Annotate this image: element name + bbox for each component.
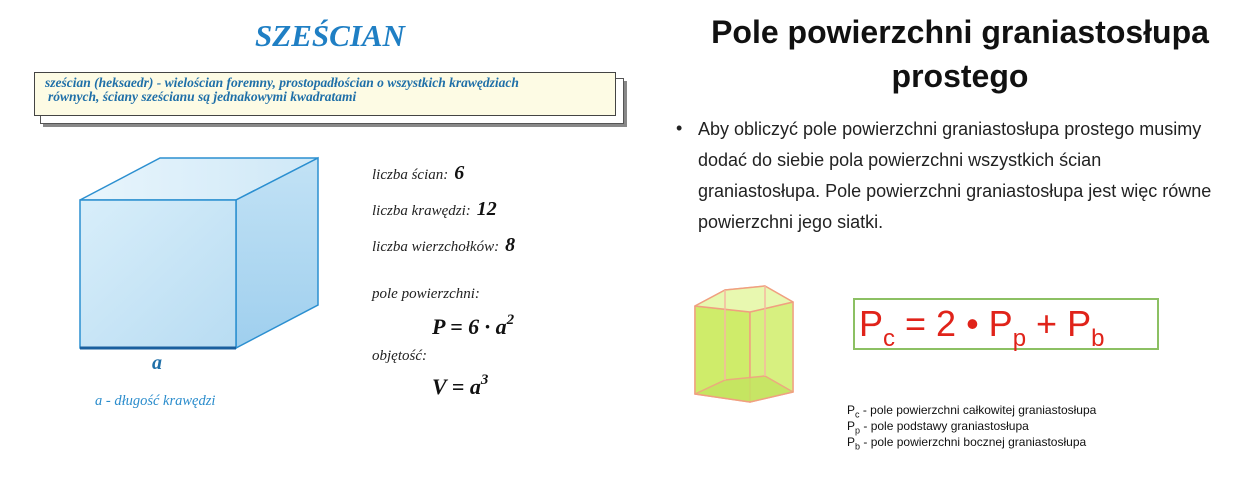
cube-front-face [80,200,236,348]
legend-text: - pole podstawy graniastosłupa [860,419,1029,433]
legend-text: - pole powierzchni całkowitej graniastosłupa [859,403,1097,417]
page-title [680,10,1240,98]
formula-sub-b: b [1091,325,1105,352]
bullet-icon: • [676,118,683,138]
area-exponent: 2 [506,312,515,328]
formula-sub-p: p [1012,325,1027,352]
legend-sub: b [855,441,861,452]
vertices-value: 8 [505,234,516,256]
legend-symbol: P [847,403,856,417]
vertices-label: liczba wierzchołków: [372,239,500,255]
faces-label: liczba ścian: [372,167,449,183]
formula-mid: = 2 • P [895,303,1013,344]
faces-count [372,162,464,185]
cube-illustration [70,150,330,360]
legend-item-lateral [847,434,1086,454]
prism-illustration [685,282,805,432]
definition-line-1: sześcian (heksaedr) - wielościan foremny, prostopadłościan o wszystkich krawędziach [45,75,519,90]
title-line-2: prostego [891,58,1029,94]
area-formula-text: P = 6 · a [432,314,507,339]
volume-label: objętość: [372,348,427,364]
area-formula [432,312,514,340]
formula-sub-c: c [883,325,896,352]
vertices-count [372,234,515,257]
definition-line-2: równych, ściany sześcianu są jednakowymi kwadratami [48,89,357,104]
area-label: pole powierzchni: [372,286,480,302]
legend-text: - pole powierzchni bocznej graniastosłupa [860,435,1087,449]
volume-formula-text: V = a [432,374,481,399]
legend-symbol: P [847,435,856,449]
edge-label: a [152,352,162,374]
edges-value: 12 [476,198,497,220]
edges-label: liczba krawędzi: [372,203,471,219]
legend-sub: c [855,409,860,420]
legend-sub: p [855,425,861,436]
faces-value: 6 [454,162,465,184]
bullet-text: Aby obliczyć pole powierzchni graniastosłupa prostego musimy dodać do siebie pola powierzchni wszystkich ścian graniastosłupa. Pole powierzchni graniastosłupa jest więc równe powierzchni jego siatki. [698,119,1212,232]
surface-area-formula [853,298,1159,350]
formula-plus: + P [1026,303,1092,344]
volume-formula [432,372,488,400]
legend-symbol: P [847,419,856,433]
formula-p-total: P [859,303,884,344]
title-line-1: Pole powierzchni graniastosłupa [711,14,1209,50]
volume-exponent: 3 [480,372,489,388]
edges-count [372,198,497,221]
edge-description: a - długość krawędzi [95,393,216,409]
cube-title: SZEŚCIAN [255,18,405,53]
definition-box [34,72,616,116]
